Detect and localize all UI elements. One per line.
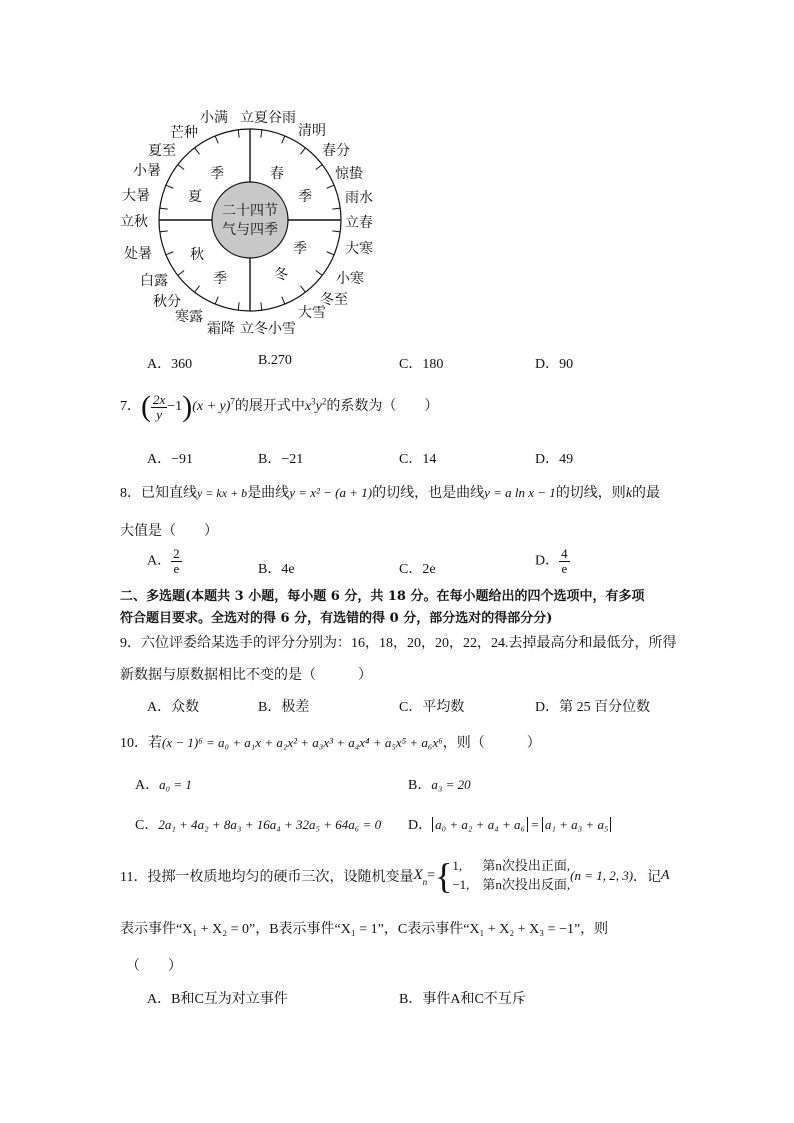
- q7-y-exp: 2: [321, 396, 327, 407]
- q10-option-c: [135, 814, 381, 834]
- q11-event-a: A: [661, 867, 670, 883]
- q11-cases: [452, 857, 570, 895]
- q7-text-a: 的展开式中: [234, 399, 305, 415]
- wheel-tick: [332, 231, 340, 232]
- q7-option-d: D．49: [535, 452, 574, 467]
- q10-option-d-label: D．: [408, 818, 433, 833]
- q7-frac-num: 2x: [153, 391, 166, 407]
- wheel-tick: [327, 252, 334, 255]
- q7-exp: 7: [230, 396, 235, 407]
- q6-option-a: A．360: [147, 357, 193, 372]
- section2-heading-line1: 二、多选题(本题共 3 小题，每小题 6 分，共 18 分。在每小题给出的四个选项中，有多项: [120, 589, 645, 604]
- section2-heading-line2: 符合题目要求。全选对的得 6 分，有选错的得 0 分，部分选对的得部分分): [120, 611, 553, 626]
- term-mangzhong: 芒种: [170, 125, 198, 141]
- q8-text-2: 的切线，也是曲线: [372, 486, 485, 501]
- term-chunfen: 春分: [322, 143, 350, 159]
- q11-stem-line2: 表示事件“X₁ + X₂ = 0”，B表示事件“X₁ = 1”，C表示事件“X₁ + X₂ + X₃ = −1”，则: [120, 922, 609, 937]
- q10-option-a: [135, 774, 192, 794]
- q7-option-a: A．−91: [147, 452, 194, 467]
- q11-lead: 11．投掷一枚质地均匀的硬币三次，设随机变量: [120, 869, 414, 885]
- q6-option-c: C．180: [399, 357, 444, 372]
- q7-option-b: B．−21: [258, 452, 304, 467]
- q7-stem: 7．( $\frac{2x}{y}$ $-1)(x + y)^7$的展开式中$x^3y^2$的系数为（ ）: [120, 390, 439, 423]
- wheel-tick: [282, 136, 285, 143]
- q7-text-b: 的系数为（ ）: [326, 399, 439, 415]
- q8-curve-1: y = x² − (a + 1): [289, 485, 373, 500]
- q7-frac-den: y: [156, 406, 163, 422]
- term-qingming: 清明: [298, 123, 326, 139]
- wheel-tick: [178, 271, 184, 276]
- q8-option-d-den: e: [561, 560, 568, 576]
- q8-option-b: B．4e: [258, 562, 295, 577]
- q10-tail: ，则（ ）: [442, 736, 541, 751]
- wheel-tick: [261, 130, 262, 138]
- term-guyu: 谷雨: [268, 110, 296, 126]
- q8-option-d-num: 4: [561, 546, 568, 561]
- q6-option-d: D．90: [535, 357, 574, 372]
- term-daxue: 大雪: [298, 305, 326, 321]
- term-xiaoshu: 小暑: [133, 163, 161, 179]
- q8-k: k: [625, 486, 633, 501]
- q10-option-c-label: C．: [135, 818, 159, 833]
- season-summer-2: 季: [210, 166, 224, 182]
- q11-var-sub: n: [422, 877, 428, 888]
- wheel-tick: [327, 185, 334, 188]
- q7-x-exp: 3: [311, 396, 316, 407]
- term-dashu: 大暑: [122, 188, 150, 204]
- q7-x: x: [304, 399, 312, 415]
- term-qiufen: 秋分: [153, 294, 181, 310]
- wheel-tick: [261, 302, 262, 310]
- q11-var: X: [413, 867, 423, 884]
- wheel-center-label-1: 二十四节: [222, 203, 278, 219]
- wheel-tick: [301, 148, 306, 154]
- q9-option-a: A．众数: [147, 700, 200, 715]
- q11-equals: =: [427, 867, 436, 883]
- q10-equation: (x − 1)⁶ = a₀ + a₁x + a₂x² + a₃x³ + a₄x⁴ + a₅x⁵ + a₆x⁶: [162, 735, 443, 750]
- q8-line-eq: y = kx + b: [197, 486, 248, 500]
- q7-y: y: [315, 399, 322, 415]
- wheel-tick: [160, 208, 168, 209]
- q11-stem-line1: 11．投掷一枚质地均匀的硬币三次，设随机变量$X_n=${ 1, 第n次投出正面, −1, 第n次投出反面, (n = 1, 2, 3)．记A: [120, 855, 670, 896]
- q10-option-b: [408, 774, 471, 794]
- term-jingzhe: 惊蛰: [335, 166, 363, 182]
- q7-minus-one: −1: [167, 399, 183, 415]
- q8-option-a-num: 2: [173, 546, 180, 561]
- q8-option-d: [535, 547, 570, 575]
- q8-curve-2: y = a ln x − 1: [484, 485, 556, 500]
- term-bailu: 白露: [140, 273, 168, 289]
- q11-case2-val: −1,: [452, 876, 470, 892]
- q10-option-b-label: B．: [408, 778, 432, 793]
- season-autumn-2: 季: [213, 271, 227, 287]
- q9-stem-line1: 9．六位评委给某选手的评分分别为：16，18，20，20，22，24.去掉最高分和最低分，所得: [120, 636, 677, 651]
- wheel-tick: [215, 297, 218, 304]
- term-chushu: 处暑: [124, 246, 152, 262]
- q8-text-4: 的最: [632, 486, 661, 501]
- season-autumn-1: 秋: [190, 247, 204, 263]
- term-lichun: 立春: [345, 215, 373, 231]
- q8-option-c: C．2e: [399, 562, 436, 577]
- term-shuangjiang: 霜降: [207, 321, 235, 337]
- q8-number: 8．已知直线: [120, 486, 197, 501]
- wheel-tick: [160, 231, 168, 232]
- q10-option-a-label: A．: [135, 778, 160, 793]
- q8-option-d-label: D．: [535, 553, 560, 569]
- q10-option-d-eq: =: [528, 817, 542, 832]
- q11-range: (n = 1, 2, 3): [570, 867, 634, 883]
- q9-option-c: C．平均数: [399, 700, 465, 715]
- term-dongzhi: 冬至: [320, 292, 348, 308]
- term-dahan: 大寒: [345, 241, 373, 257]
- q11-option-b: B．事件A和C不互斥: [399, 992, 526, 1007]
- wheel-tick: [316, 165, 322, 170]
- q10-stem: [120, 732, 541, 752]
- q7-option-c: C．14: [399, 452, 437, 467]
- q8-option-a-label: A．: [147, 553, 172, 569]
- q11-tail: ．记: [633, 869, 662, 885]
- q10-option-d: [408, 814, 611, 834]
- wheel-tick: [316, 271, 322, 276]
- q8-text-1: 是曲线: [247, 486, 290, 501]
- wheel-tick: [195, 286, 200, 292]
- wheel-tick: [195, 148, 200, 154]
- season-winter-2: 季: [293, 241, 307, 257]
- wheel-tick: [166, 185, 173, 188]
- wheel-tick: [215, 136, 218, 143]
- q8-text-3: 的切线，则: [555, 486, 626, 501]
- q8-option-a: [147, 547, 182, 575]
- term-xiaoman: 小满: [200, 110, 228, 126]
- q9-option-b: B．极差: [258, 700, 310, 715]
- season-spring-1: 春: [270, 166, 284, 182]
- q10-option-c-eq: 2a₁ + 4a₂ + 8a₃ + 16a₄ + 32a₅ + 64a₆ = 0: [158, 817, 382, 832]
- wheel-tick: [332, 208, 340, 209]
- term-yushui: 雨水: [345, 190, 373, 206]
- q10-option-d-right: a₁ + a₃ + a₅: [542, 817, 612, 832]
- term-xiazhi: 夏至: [148, 143, 176, 159]
- season-spring-2: 季: [298, 189, 312, 205]
- term-lidong: 立冬: [240, 321, 268, 337]
- wheel-tick: [178, 165, 184, 170]
- wheel-tick: [238, 302, 239, 310]
- wheel-tick: [238, 130, 239, 138]
- term-hanlu: 寒露: [175, 309, 203, 325]
- q8-stem-line1: [120, 482, 660, 502]
- q11-option-a: A．B和C互为对立事件: [147, 992, 288, 1007]
- term-xiaohan: 小寒: [336, 271, 364, 287]
- q11-case1-val: 1,: [452, 858, 463, 873]
- term-lixia: 立夏: [240, 110, 268, 126]
- term-xiaoxue: 小雪: [268, 321, 296, 337]
- wheel-center-label-2: 气与四季: [222, 222, 278, 238]
- q8-stem-line2: 大值是（ ）: [120, 524, 218, 539]
- q11-case1-text: 第n次投出正面,: [482, 858, 571, 873]
- wheel-tick: [282, 297, 285, 304]
- q11-stem-line3: （ ）: [126, 959, 182, 974]
- q10-option-b-eq: a₃ = 20: [431, 777, 471, 792]
- q9-stem-line2: 新数据与原数据相比不变的是（ ）: [120, 668, 372, 683]
- season-winter-1: 冬: [274, 267, 288, 283]
- wheel-tick: [301, 286, 306, 292]
- q10-option-d-left: a₀ + a₂ + a₄ + a₆: [432, 817, 528, 832]
- q9-option-d: D．第 25 百分位数: [535, 700, 651, 715]
- q7-number: 7．: [120, 399, 141, 415]
- q11-case2-text: 第n次投出反面,: [482, 876, 571, 892]
- q7-binomial: (x + y): [192, 399, 231, 415]
- q10-option-a-eq: a₀ = 1: [159, 777, 192, 792]
- wheel-tick: [166, 252, 173, 255]
- q8-option-a-den: e: [173, 560, 180, 576]
- term-liqiu: 立秋: [120, 214, 148, 230]
- q10-lead: 10．若: [120, 736, 162, 751]
- q6-option-b: B.270: [258, 353, 292, 368]
- season-summer-1: 夏: [188, 189, 202, 205]
